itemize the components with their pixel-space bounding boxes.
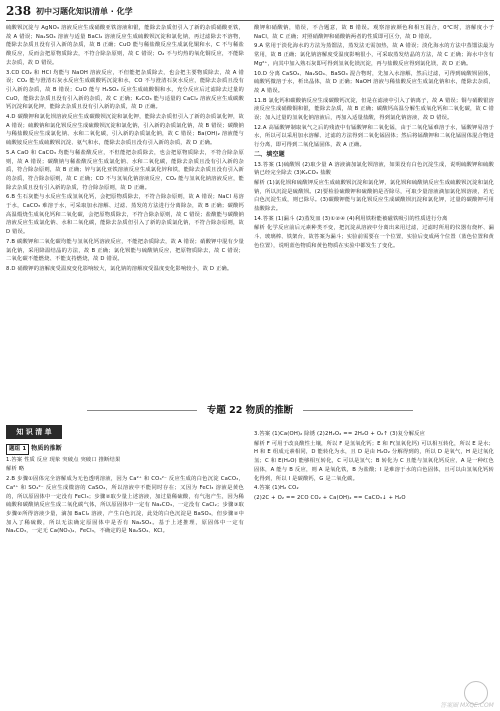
paragraph: 3.CD CO₂ 和 HCl 均能与 NaOH 溶液反应，不但能把杂质除去，也会把主要物质除去，故 A 错误；CO₂ 能与澄清石灰水反应生成碳酸钙沉淀和水，CO 不与澄清石灰水反应，能除去杂质且没有引入新的杂质，故 B 错误；CuO 能与 H₂SO₄ 反应生成硫酸铜和水，充分反应后过滤除去过量的 CuO，能除去杂质且没有引入新的杂质，故 C 正确；K₂CO₃ 能与适量的 CaCl₂ 溶液反应生成碳酸钙沉淀和氯化钾，能除去杂质且没有引入新的杂质，故 D 正确。 — [6, 69, 244, 111]
paragraph: 解析 化学反应前后元素种类不变，把沉淀从溶液中分离出来用过滤，过滤时所用的仪器有烧杯、漏斗、玻璃棒、铁架台，故答案为漏斗；实验前需要在一个位置，实验后变成两个位置（蓝色位置和黄色位置），说明蓝色物质和黄色物质在实验中都发生了变化。 — [254, 225, 494, 249]
paragraph: (2)2C + O₂ == 2CO CO₂ + Ca(OH)₂ == CaCO₃↓ + H₂O — [254, 494, 406, 501]
topic-name: 物质的推断 — [31, 445, 62, 452]
paragraph: 解析 (1)氯化钡和硫酸钾反应生成硫酸钡沉淀和氯化钾，氯化钡和硫酸钠反应生成硫酸钡沉淀和氯化钠，所以沉淀是硫酸钡。(2)要检验硫酸钾和硫酸钠是否除尽，可取少量溶液滴加氯化钡溶液，若无白色沉淀生成，则已除尽。(3)碳酸钾能与氯化钡反应生成碳酸钡沉淀和氯化钾，过量的碳酸钾可用盐酸除去。 — [254, 179, 494, 213]
watermark-logo — [438, 681, 496, 709]
paragraph: 解析 略 — [6, 466, 25, 473]
paragraph: 4.D 碳酸钾和氯化钡溶液反应生成碳酸钡沉淀和氯化钾，能除去杂质但引入了新的杂质氯化钾，故 A 错误；硫酸钠和氯化钡反应生成硫酸钡沉淀和氯化钠，引入新的杂质氯化钠，故 B 错误；碳酸钠与稀盐酸反应生成氯化钠、水和二氧化碳，引入新的杂质氯化钠，故 C 错误；Ba(OH)₂ 溶液能与硫酸铵反应生成硫酸钡沉淀、氨气和水，能除去杂质且没有引入新的杂质，故 D 正确。 — [6, 114, 244, 147]
page-header — [6, 4, 494, 21]
knowledge-list-label: 知 识 清 单 — [6, 425, 62, 439]
topic-tag: 题组 1 — [6, 444, 29, 455]
paragraph: 14.答案 (1)漏斗 (2)蒸发皿 (3)①②④ (4)利用铁粉能被磁铁吸引的性质进行分离 — [254, 215, 448, 222]
book-title: 初中习题化知识清单 · 化学 — [36, 7, 133, 16]
paragraph: 8.D 硝酸钾的溶解度受温度变化影响较大，氯化钠的溶解度受温度变化影响较小，故 D 正确。 — [6, 265, 233, 272]
paragraph: 解析 F 可用于改良酸性土壤，所以 F 是氢氧化钙；E 和 F(氢氧化钙) 可以相互转化，所以 E 是水；H 和 E 组成元素相同，D 能转化为水，且 D 是由 H₂O₂ 分解得到的，所以 D 是氧气，H 是过氧化氢；C 和 E(H₂O) 能够相互转化，C 可以是氢气；B 转化为 C 且能与氢氧化钙反应，A 是一种红色固体，A 能与 B 反应，则 A 是氧化铁，B 为盐酸；I 是难溶于水的白色固体，且可以由氢氧化钙转化得到，所以 I 是碳酸钙，G 是二氧化碳。 — [254, 440, 494, 482]
section-heading: 二、填空题 — [254, 150, 285, 158]
paragraph: 酸钾和硝酸钠，错误，不合题意，故 B 错误。观察溶液颜色和相互混合，0℃时，溶解度小于 NaCl，故 C 正确；对照硝酸钾和硝酸钠两者的性质即可区分，故 D 错误。 — [254, 25, 494, 40]
paragraph: 13.答案 (1)硫酸钡 (2)取少量 A 溶液滴加氯化钡溶液，如果没有白色沉淀生成，说明硫酸钾和硫酸钠已经完全除去 (3)K₂CO₃ 盐酸 — [254, 161, 494, 177]
paragraph: 6.B 生石灰能与水反应生成氢氧化钙，会把原物质除去，不符合除杂原则，故 A 错误；NaCl 易溶于水，CaCO₃ 难溶于水，可采取加水溶解、过滤、蒸发的方法进行分离除杂，故 B 正确；碳酸钙高温煅烧生成氧化钙和二氧化碳，会把原物质除去，不符合除杂原则，故 C 错误；盐酸能与碳酸钠溶液反应生成氯化钠、水和二氧化碳，能除去杂质但引入了新的杂质氯化钠，不符合除杂原则，故 D 错误。 — [6, 194, 244, 236]
paragraph: 3.答案 (1)Ca(OH)₂ 除锈 (2)2H₂O₂ == 2H₂O + O₂↑ (3)复分解反应 — [254, 431, 426, 437]
paragraph: 4.答案 (1)H₂ CO₂ — [254, 485, 299, 492]
paragraph: 10.D 分离 CaSO₄、Na₂SO₄、BaSO₄ 混合物时，先加入水溶解，然后过滤，可得到硫酸钡固体，硫酸钙微溶于水，析出晶体，故 D 正确；NaOH 溶液与稀盐酸反应生成氯化钠和水，能除去杂质，故 A 错误。 — [254, 70, 494, 94]
paragraph: 12.A 高锰酸钾制取氧气之后的残渣中有锰酸钾和二氧化锰，由于二氧化锰难溶于水，锰酸钾易溶于水，所以可以采用加水溶解、过滤的方法得到二氧化锰固体；然后将锰酸钾和二氧化锰固体混合物进行分离，即可得到二氧化锰固体，故 A 正确。 — [254, 124, 494, 149]
watermark-text: 答案圈 MXQE.COM — [440, 702, 494, 709]
paragraph: 1.答案 性质 反应 现象 突破点 突破口 推断结果 — [6, 456, 121, 463]
paragraph: 7.B 碳酸钾和二氧化碳均能与氢氧化钙溶液反应，不能把杂质除去，故 A 错误；硝酸钾中混有少量氯化钠，采用降温结晶的方法，故 B 正确；氯化钡能与硫酸钠反应，把原物质除去，故 C 错误；二氧化碳不能燃烧、不能支持燃烧，故 D 错误。 — [6, 238, 244, 263]
paragraph: 2.B 步骤①固体完全溶解成为无色透明溶液，因为 Ca²⁺ 和 CO₃²⁻ 反应生成的白色沉淀 CaCO₃，Ca²⁺ 和 SO₄²⁻ 反应生成微溶的 CaSO₄，所以溶液中不能同时存在；又因为 FeCl₃ 溶液是黄色的，所以原固体中一定没有 FeCl₃；步骤②取少量上述溶液，加过量稀硫酸，有气泡产生，因为稀硫酸和碳酸钠反应生成二氧化碳气体，所以原固体中一定有 Na₂CO₃，一定没有 CaCl₂；步骤③取步骤②所得溶液少量，滴加 BaCl₂ 溶液，产生白色沉淀，此处的白色沉淀是 BaSO₄，但步骤②中加入了稀硫酸，所以无法确定原固体中是否有 Na₂SO₄。基于上述推理，原固体中一定有 Na₂CO₃，一定无 Ca(NO₃)₂、FeCl₃，不确定的是 Na₂SO₄、KCl。 — [6, 476, 244, 535]
left-column-top — [6, 24, 244, 275]
right-column-bottom — [254, 430, 494, 504]
paragraph: 5.A CaO 和 CaCO₃ 均能与稀盐酸反应，不但能把杂质除去，也会把原物质除去，不符合除杂原则，故 A 错误；碳酸钠与稀盐酸反应生成氯化钠、水和二氧化碳，能除去杂质且没有引入新的杂质，符合除杂原则，故 B 正确；锌与氯化亚铁溶液反应生成氯化锌和铁，能除去杂质且没有引入新的杂质，符合除杂原则，故 C 正确；CO 不与氢氧化钠溶液反应，CO₂ 能与氢氧化钠溶液反应，能除去杂质且没有引入新的杂质，符合除杂原则，故 D 正确。 — [6, 149, 244, 191]
page-number: 238 — [6, 4, 32, 18]
paragraph: 11.B 氯化钙和碳酸钠反应生成碳酸钙沉淀，但是在滤液中引入了钠离子，故 A 错误；铜与硝酸银溶液反应生成硝酸铜和银，能除去杂质，故 B 正确；碳酸钙高温分解生成氧化钙和二氧化碳，故 C 错误；加入过量的氢氧化钠溶液后，再加入适量盐酸，得到氯化钠溶液，故 D 错误。 — [254, 97, 494, 122]
paragraph: 9.A 常用于淡化海水的方法为蒸馏法，蒸发法无需加热，故 A 错误；淡化海水的方法中蒸馏法最为常用，故 B 正确；氯化钠溶解度受温度影响很小，可采取蒸发结晶的方法，故 C 正确；海水中含有 Mg²⁺，向其中加入熟石灰即可得到氢氧化镁沉淀，再与盐酸反应得到氯化镁，故 D 正确。 — [254, 43, 494, 67]
section-22-title: 专题 22 物质的推断 — [0, 402, 500, 420]
left-column-bottom — [6, 444, 244, 537]
paragraph: 硫酸钡沉淀与 AgNO₃ 溶液反应生成硝酸亚铁溶液和银，能除去杂质但引入了新的杂质硝酸亚铁，故 A 错误；Na₂SO₄ 溶液与适量 BaCl₂ 溶液反应生成硫酸钡沉淀和氯化钠，再过滤除去不溶物，能除去杂质且没有引入新的杂质，故 B 正确；CuO 能与稀盐酸反应生成氯化铜和水，C 不与稀盐酸反应，反而会把原物质除去，不符合除杂原则，故 C 错误；O₂ 不与灼热的氧化铜反应，不能除去杂质，故 D 错误。 — [6, 25, 244, 66]
right-column-top — [254, 24, 494, 252]
